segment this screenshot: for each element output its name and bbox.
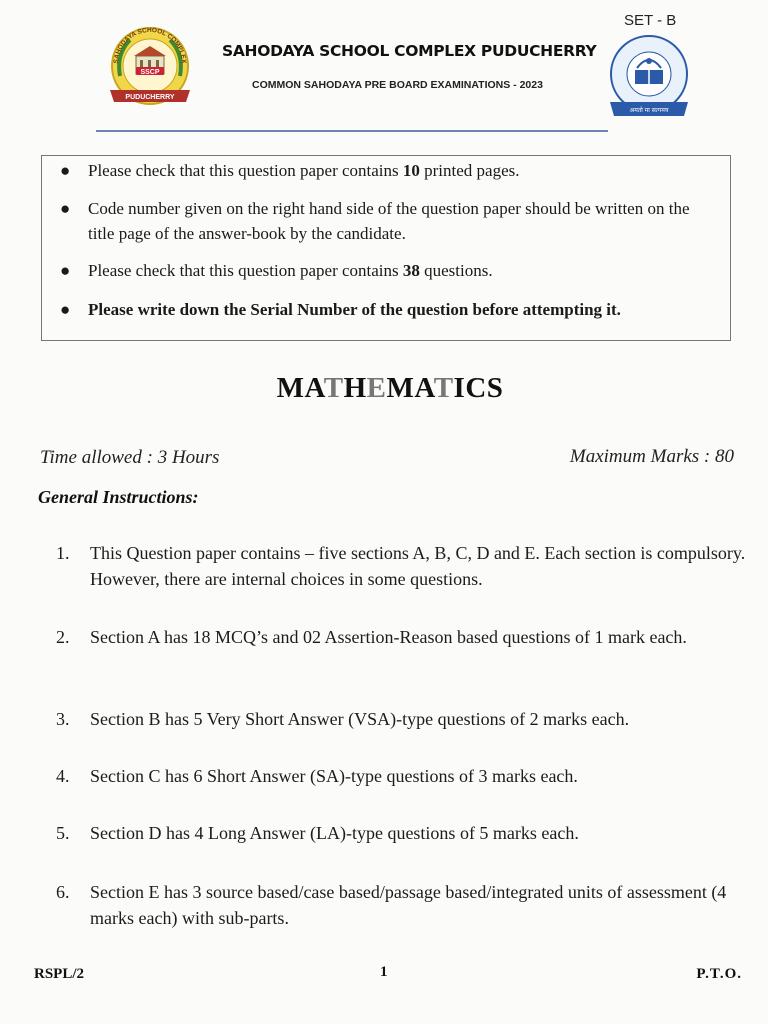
instruction-item: 1. This Question paper contains – five sections A, B, C, D and E. Each section is compulsory. However, there are internal choices in some questions. xyxy=(56,543,746,589)
bullet-icon: ● xyxy=(60,161,71,180)
subject-title: MATHEMATICS xyxy=(276,372,504,404)
emblem-banner-text: PUDUCHERRY xyxy=(125,94,175,101)
maximum-marks: Maximum Marks : 80 xyxy=(569,446,734,467)
cbse-banner-text: अमतो मा सत्गमय xyxy=(629,107,669,114)
bullet-icon: ● xyxy=(60,261,71,280)
notice-item: ● Please check that this question paper contains 38 questions. xyxy=(60,258,720,283)
cbse-emblem-icon xyxy=(604,30,694,124)
sahodaya-emblem-icon xyxy=(96,24,206,118)
instruction-item: 3. Section B has 5 Very Short Answer (VSA)-type questions of 2 marks each. xyxy=(56,709,630,729)
notice-box xyxy=(41,155,731,341)
bullet-icon: ● xyxy=(60,199,71,218)
bullet-icon: ● xyxy=(60,300,71,319)
instruction-item: 2. Section A has 18 MCQ’s and 02 Assertion-Reason based questions of 1 mark each. xyxy=(56,627,687,647)
set-label: SET - B xyxy=(624,12,677,29)
page-number: 1 xyxy=(380,964,388,980)
general-instructions-heading: General Instructions: xyxy=(38,487,199,507)
emblem-center-text: SSCP xyxy=(140,69,160,76)
header-divider xyxy=(96,130,608,132)
emblem-ring-text: SAHODAYA SCHOOL COMPLEX xyxy=(112,26,188,64)
pto-label: P.T.O. xyxy=(696,966,742,982)
notice-item: ● Code number given on the right hand side of the question paper should be written on the title page of the answer-book by the candidate. xyxy=(60,196,720,246)
notice-item: ● Please write down the Serial Number of the question before attempting it. xyxy=(60,297,730,322)
instruction-item: 5. Section D has 4 Long Answer (LA)-type questions of 5 marks each. xyxy=(56,823,579,843)
instruction-item: 4. Section C has 6 Short Answer (SA)-type questions of 3 marks each. xyxy=(56,766,578,786)
paper-code: RSPL/2 xyxy=(34,966,85,982)
header-title: SAHODAYA SCHOOL COMPLEX PUDUCHERRY xyxy=(222,42,597,60)
instruction-item: 6. Section E has 3 source based/case based/passage based/integrated units of assessment (4 marks each) with sub-parts. xyxy=(56,882,727,928)
notice-item: ● Please check that this question paper contains 10 printed pages. xyxy=(60,158,720,183)
time-allowed: Time allowed : 3 Hours xyxy=(40,447,220,468)
header-subtitle: COMMON SAHODAYA PRE BOARD EXAMINATIONS - 2023 xyxy=(252,79,543,91)
